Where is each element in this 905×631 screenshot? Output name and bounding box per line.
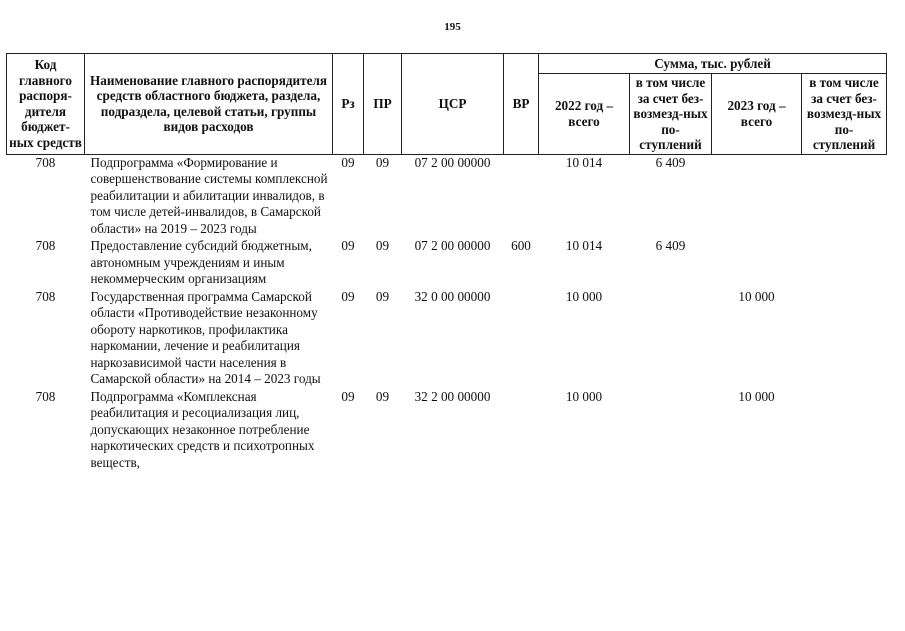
- cell-code: 708: [35, 288, 56, 304]
- cell-vr: [504, 154, 539, 238]
- cell-vr: [504, 289, 539, 389]
- cell-2023-free: [802, 389, 887, 473]
- table-body: [7, 154, 887, 472]
- table-row: [7, 289, 887, 389]
- header-2023-free: в том числе за счет без-возмезд-ных по-ступлений: [802, 74, 887, 155]
- cell-name: Предоставление субсидий бюджетным, автономным учреждениям и иным некоммерческим организациям: [90, 238, 312, 286]
- cell-2023-total: 10 000: [738, 288, 775, 304]
- cell-vr: 600: [511, 238, 531, 253]
- cell-2023-total: 10 000: [738, 388, 775, 404]
- cell-2022-total: 10 014: [565, 154, 603, 170]
- cell-2023-free: [802, 289, 887, 389]
- cell-2023-total: [712, 238, 802, 289]
- header-vr: ВР: [504, 54, 539, 155]
- cell-csr: 07 2 00 00000: [414, 154, 491, 170]
- table-row: [7, 154, 887, 238]
- cell-rz: 09: [341, 238, 355, 253]
- header-code: Код главного распоря-дителя бюджет-ных средств: [7, 54, 85, 155]
- cell-2023-total: [712, 154, 802, 238]
- budget-table: [6, 53, 887, 472]
- header-sum: Сумма, тыс. рублей: [539, 54, 887, 74]
- cell-2022-total: 10 014: [565, 238, 603, 253]
- header-csr: ЦСР: [402, 54, 504, 155]
- cell-code: 708: [35, 154, 56, 170]
- cell-2022-total: 10 000: [565, 388, 603, 404]
- cell-2022-free: [630, 389, 712, 473]
- page-number: 195: [444, 21, 461, 33]
- cell-2023-free: [802, 154, 887, 238]
- header-2022-total: 2022 год – всего: [539, 74, 630, 155]
- cell-name: Государственная программа Самарской области «Противодействие незаконному обороту наркотиков, профилактика наркомании, лечение и реабилитация наркозависимой части населения в Самарской области» на 2014 – 2023 годы: [90, 288, 321, 386]
- cell-code: 708: [35, 238, 56, 253]
- cell-rz: 09: [341, 154, 355, 170]
- cell-pr: 09: [375, 154, 390, 170]
- cell-2022-free: 6 409: [655, 238, 686, 253]
- cell-csr: 07 2 00 00000: [414, 238, 491, 253]
- cell-csr: 32 0 00 00000: [414, 288, 491, 304]
- cell-vr: [504, 389, 539, 473]
- table-row: [7, 238, 887, 289]
- cell-code: 708: [35, 388, 56, 404]
- header-2023-total: 2023 год – всего: [712, 74, 802, 155]
- cell-name: Подпрограмма «Формирование и совершенствование системы комплексной реабилитации и абилитации инвалидов, в том числе детей-инвалидов, в Самарской области» на 2019 – 2023 годы: [90, 154, 328, 236]
- cell-pr: 09: [375, 388, 390, 404]
- header-rz: Рз: [333, 54, 364, 155]
- cell-rz: 09: [341, 388, 355, 404]
- table-header: [7, 54, 887, 155]
- cell-name: Подпрограмма «Комплексная реабилитация и ресоциализация лиц, допускающих незаконное потребление наркотических средств и психотропных веществ,: [90, 388, 315, 470]
- header-pr: ПР: [364, 54, 402, 155]
- cell-2022-free: 6 409: [655, 154, 686, 170]
- header-name: Наименование главного распорядителя средств областного бюджета, раздела, подраздела, целевой статьи, группы видов расходов: [85, 54, 333, 155]
- cell-csr: 32 2 00 00000: [414, 388, 491, 404]
- cell-rz: 09: [341, 288, 355, 304]
- cell-pr: 09: [375, 238, 390, 253]
- cell-pr: 09: [375, 288, 390, 304]
- table-row: [7, 389, 887, 473]
- cell-2023-free: [802, 238, 887, 289]
- cell-2022-free: [630, 289, 712, 389]
- header-2022-free: в том числе за счет без-возмезд-ных по-ступлений: [630, 74, 712, 155]
- cell-2022-total: 10 000: [565, 288, 603, 304]
